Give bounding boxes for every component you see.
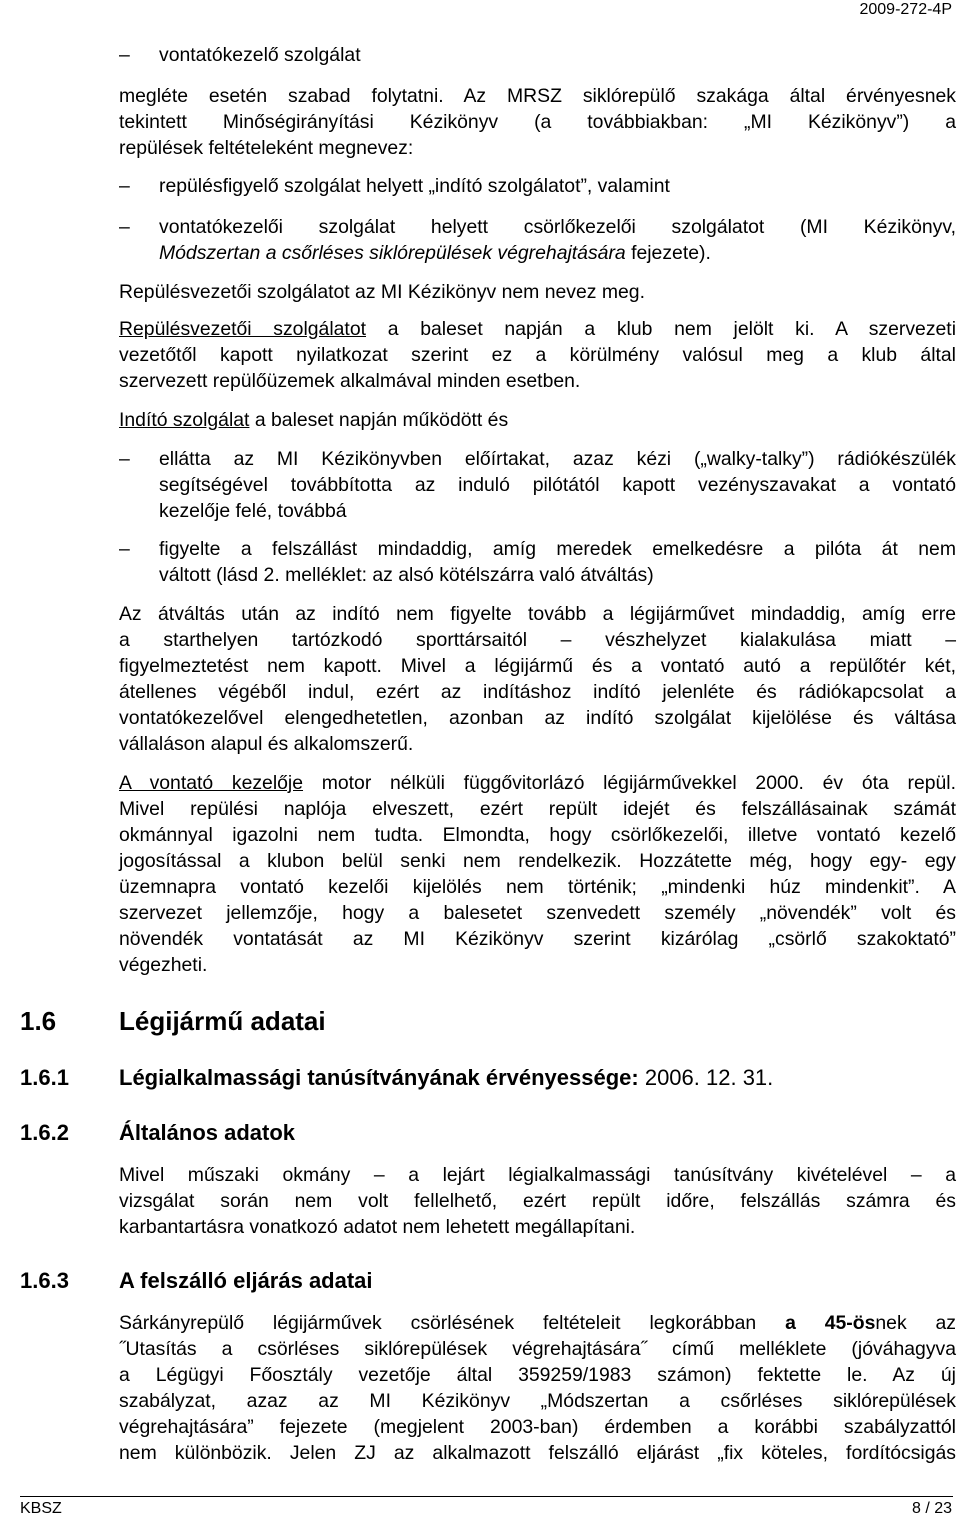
paragraph-line: Az átváltás után az indító nem figyelte tovább a légijárművet mindaddig, amíg erre — [119, 603, 956, 625]
section-number: 1.6.1 — [20, 1065, 69, 1090]
bold-reference: a 45-ös — [785, 1312, 876, 1334]
document-id: 2009-272-4P — [859, 1, 952, 18]
paragraph-line: növendék vontatását az MI Kézikönyv szerint kizárólag „csörlő szakoktató” — [119, 928, 956, 950]
paragraph-line: tekintett Minőségirányítási Kézikönyv (a továbbiakban: „MI Kézikönyv”) a — [119, 111, 956, 133]
paragraph-line: végrehajtására” fejezete (megjelent 2003-ban) érdemben a korábbi szabályzattól — [119, 1416, 956, 1438]
section-number: 1.6.3 — [20, 1268, 69, 1293]
paragraph-line — [119, 409, 508, 432]
footer-organization: KBSZ — [20, 1500, 62, 1517]
paragraph-line: ˝Utasítás a csörléses siklórepülések végrehajtására˝ című melléklete (jóváhagyva — [119, 1338, 956, 1360]
list-item-text: figyelte a felszállást mindaddig, amíg meredek emelkedésre a pilóta át nem — [159, 538, 956, 560]
paragraph-line: jogosítással a klubon belül senki nem rendelkezik. Hozzátette még, hogy egy- egy — [119, 850, 956, 872]
paragraph-line: megléte esetén szabad folytatni. Az MRSZ siklórepülő szakága által érvényesnek — [119, 85, 956, 107]
section-title: Légijármű adatai — [119, 1006, 326, 1036]
paragraph-line: Mivel műszaki okmány – a lejárt légialkalmassági tanúsítvány kivételével – a — [119, 1164, 956, 1186]
paragraph-line: vezetőtől kapott nyilatkozat szerint ez a körülmény valósul meg a klub által — [119, 344, 956, 366]
paragraph-line: Mivel repülési naplója elveszett, ezért repült idejét és felszállásainak számát — [119, 798, 956, 820]
italic-reference: Módszertan a csőrléses siklórepülések végrehajtására — [159, 242, 626, 264]
paragraph-text: Sárkányrepülő légijárművek csörlésének feltételeit legkorábban — [119, 1312, 786, 1334]
section-heading — [119, 1268, 373, 1294]
paragraph-text: nek az — [875, 1312, 956, 1334]
section-title: Légialkalmassági tanúsítványának érvényessége: — [119, 1065, 639, 1090]
paragraph-line: átellenes végéből indul, ezért az indításhoz indító jelenléte és rádiókapcsolat a — [119, 681, 956, 703]
section-heading — [119, 1065, 773, 1091]
underlined-subject: Repülésvezetői szolgálatot — [119, 318, 366, 340]
section-title: Általános adatok — [119, 1120, 296, 1145]
paragraph-line: szervezett repülőüzemek alkalmával minden esetben. — [119, 370, 581, 392]
paragraph-line: szabályzat, azaz az MI Kézikönyv „Módszertan a csőrléses siklórepülések — [119, 1390, 956, 1412]
paragraph-line: végezheti. — [119, 954, 208, 976]
list-item-text: ellátta az MI Kézikönyvben előírtakat, azaz kézi („walky-talky”) rádiókészülék — [159, 448, 956, 470]
section-number: 1.6 — [20, 1006, 57, 1036]
list-dash: – — [119, 216, 130, 238]
paragraph-line: a starthelyen tartózkodó sporttársaitól – vészhelyzet kialakulása miatt – — [119, 629, 956, 651]
list-dash: – — [119, 538, 130, 560]
paragraph-line: váltott (lásd 2. melléklet: az alsó kötélszárra való átváltás) — [159, 564, 654, 586]
list-item-text — [159, 242, 711, 265]
footer-page-number: 8 / 23 — [911, 1500, 952, 1517]
underlined-subject: Indító szolgálat — [119, 409, 250, 431]
paragraph-line: vállaláson alapul és alkalomszerű. — [119, 733, 414, 755]
paragraph-text: motor nélküli függővitorlázó légijárművekkel 2000. év óta repül. — [303, 772, 956, 794]
paragraph-line: a Légügyi Főosztály vezetője által 359259/1983 számon) fektette le. Az új — [119, 1364, 956, 1386]
paragraph-line: üzemnapra vontató kezelői kijelölés nem történik; „mindenki húz mindenkit”. A — [119, 876, 956, 898]
paragraph-line — [119, 318, 956, 341]
paragraph-line — [119, 1312, 956, 1335]
section-title: A felszálló eljárás adatai — [119, 1268, 373, 1293]
paragraph-line: karbantartásra vonatkozó adatot nem lehetett megállapítani. — [119, 1216, 636, 1238]
underlined-subject: A vontató kezelője — [119, 772, 304, 794]
list-item-text: repülésfigyelő szolgálat helyett „indító szolgálatot”, valamint — [159, 175, 670, 197]
paragraph-line: kezelője felé, továbbá — [159, 500, 347, 522]
section-value: 2006. 12. 31. — [638, 1065, 774, 1090]
footer-divider — [20, 1496, 953, 1497]
section-heading — [119, 1006, 326, 1037]
paragraph-line: okmánnyal igazolni nem tudta. Elmondta, hogy csörlőkezelői, illetve vontató kezelő — [119, 824, 956, 846]
list-dash: – — [119, 175, 130, 197]
paragraph-line: vontatókezelővel elengedhetetlen, azonban az indító szolgálat kijelölése és váltása — [119, 707, 956, 729]
paragraph-line: vizsgálat során nem volt fellelhető, ezért repült időre, felszállás számra és — [119, 1190, 956, 1212]
paragraph-line: figyelmeztetést nem kapott. Mivel a légijármű és a vontató autó a repülőtér két, — [119, 655, 956, 677]
section-number: 1.6.2 — [20, 1120, 69, 1145]
paragraph-line: Repülésvezetői szolgálatot az MI Kézikönyv nem nevez meg. — [119, 281, 645, 303]
paragraph-line: szervezet jellemzője, hogy a balesetet szenvedett személy „növendék” volt és — [119, 902, 956, 924]
paragraph-text: fejezete). — [625, 242, 711, 264]
paragraph-line: segítségével továbbította az induló pilótától kapott vezényszavakat a vontató — [159, 474, 956, 496]
list-item-text: vontatókezelői szolgálat helyett csörlőkezelői szolgálatot (MI Kézikönyv, — [159, 216, 956, 238]
list-dash: – — [119, 448, 130, 470]
list-dash: – — [119, 44, 130, 66]
paragraph-text: a baleset napján a klub nem jelölt ki. A szervezeti — [366, 318, 957, 340]
section-heading — [119, 1120, 295, 1146]
paragraph-line: repülések feltételeként megnevez: — [119, 137, 414, 159]
paragraph-line — [119, 772, 956, 795]
paragraph-text: a baleset napján működött és — [249, 409, 509, 431]
list-item-text: vontatókezelő szolgálat — [159, 44, 361, 66]
paragraph-line: nem különbözik. Jelen ZJ az alkalmazott felszálló eljárást „fix köteles, fordítócsigás — [119, 1442, 956, 1464]
